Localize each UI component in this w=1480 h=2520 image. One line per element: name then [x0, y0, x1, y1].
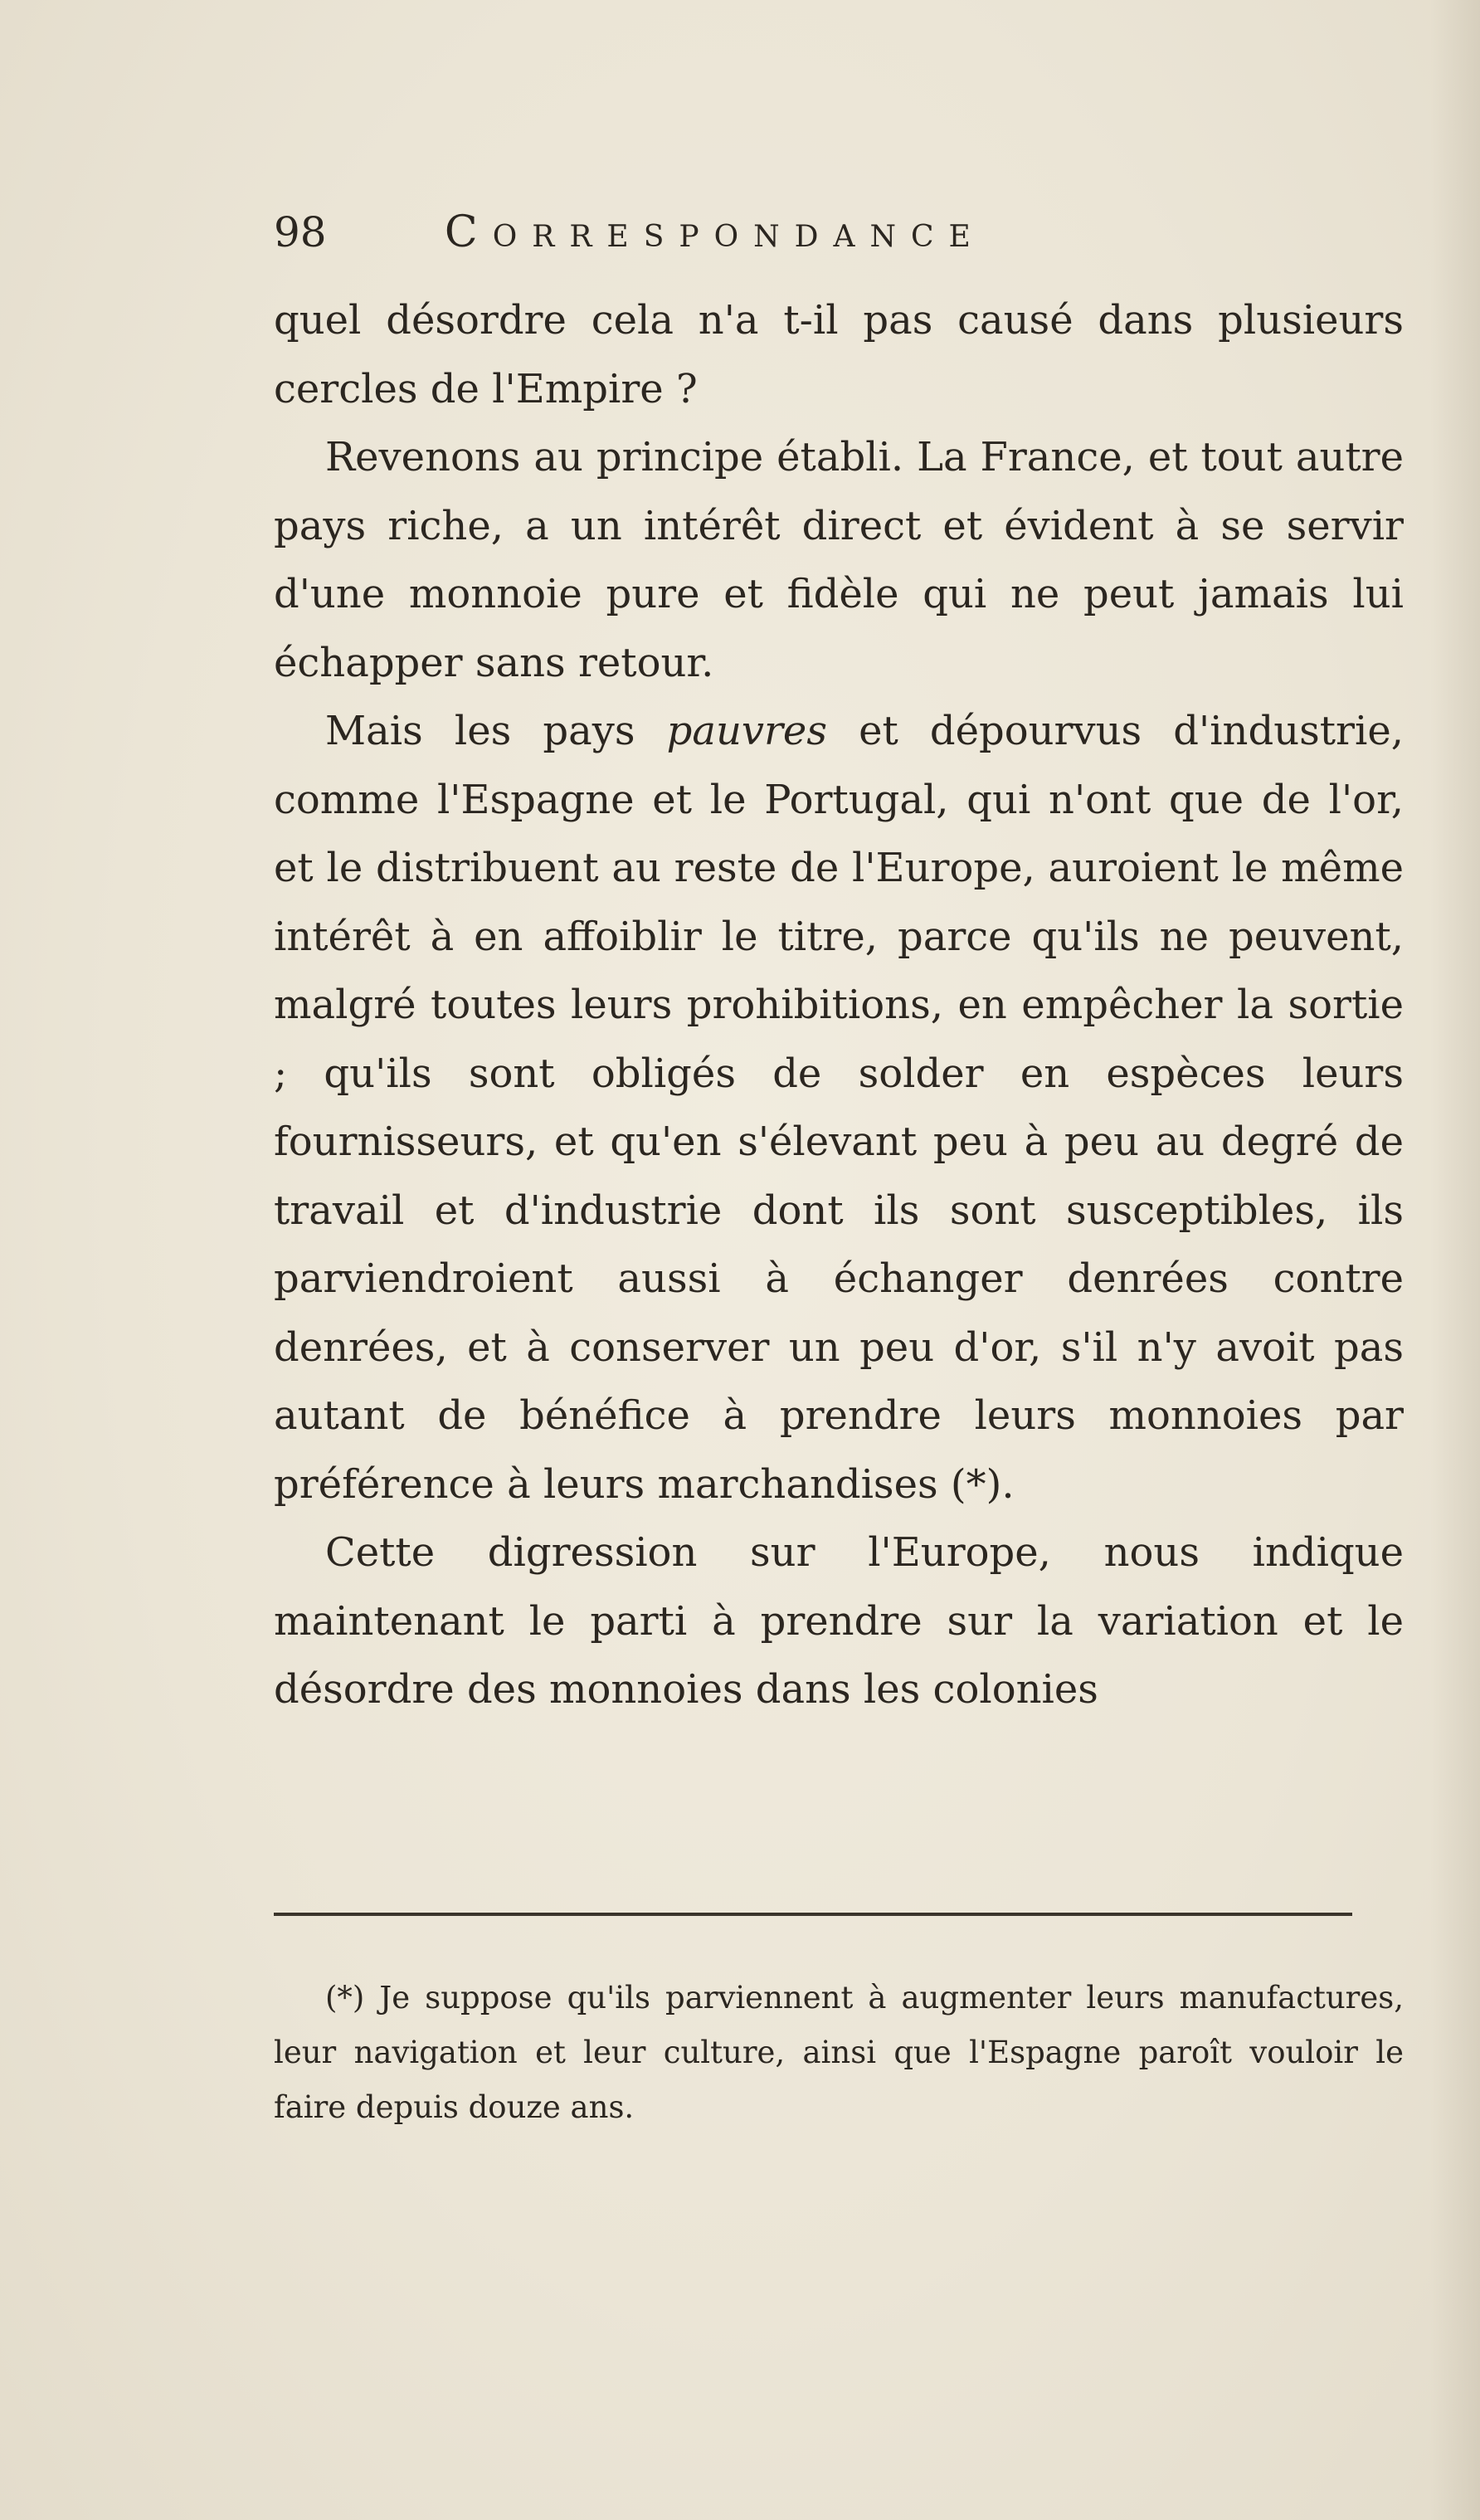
paragraph-continued: quel désordre cela n'a t-il pas causé dans plusieurs cercles de l'Empire ?	[274, 297, 1404, 412]
paragraph-with-italic	[274, 697, 1404, 1518]
italic-emphasis: pauvres	[666, 708, 827, 754]
running-header	[274, 199, 1402, 266]
page-number: 98	[274, 208, 327, 256]
footnote-text: (*) Je suppose qu'ils parviennent à augmenter leurs manufactures, leur navigation et leur culture, ainsi que l'Espagne paroît vouloir le faire depuis douze ans.	[274, 1980, 1404, 2125]
paragraph: Cette digression sur l'Europe, nous indique maintenant le parti à prendre sur la variation et le désordre des monnoies dans les colonies	[274, 1529, 1404, 1713]
paragraph-text: Mais les pays	[325, 708, 667, 754]
main-text	[274, 286, 1404, 1724]
page-edge-shadow	[1430, 0, 1480, 2520]
paragraph-text: et dépourvus d'industrie, comme l'Espagne et le Portugal, qui n'ont que de l'or, et le distribuent au reste de l'Europe, auroient le même intérêt à en affoiblir le titre, parce qu'ils ne peuvent, malgré toutes leurs prohibitions, en empêcher la sortie ; qu'ils sont obligés de solder en espèces leurs fournisseurs, et qu'en s'élevant peu à peu au degré de travail et d'industrie dont ils sont susceptibles, ils parviendroient aussi à échanger denrées contre denrées, et à conserver un peu d'or, s'il n'y avoit pas autant de bénéfice à prendre leurs monnoies par préférence à leurs marchandises (*).	[274, 708, 1404, 1508]
paragraph: Revenons au principe établi. La France, et tout autre pays riche, a un intérêt direct et évident à se servir d'une monnoie pure et fidèle qui ne peut jamais lui échapper sans retour.	[274, 434, 1404, 686]
footnote-separator-rule	[274, 1913, 1352, 1916]
footnote	[274, 1971, 1404, 2135]
running-title: Correspondance	[444, 207, 986, 257]
